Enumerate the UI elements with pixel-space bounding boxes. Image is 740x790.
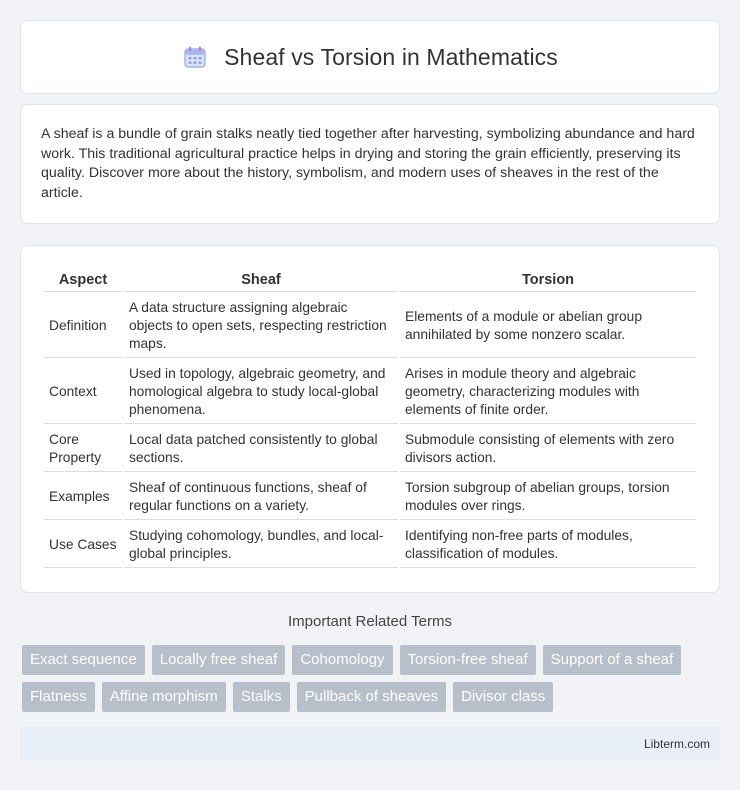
row-torsion: Submodule consisting of elements with zero divisors action. bbox=[400, 426, 696, 472]
row-sheaf: Local data patched consistently to global sections. bbox=[124, 426, 398, 472]
related-terms-title: Important Related Terms bbox=[288, 613, 452, 630]
table-row bbox=[44, 360, 696, 424]
row-torsion: Elements of a module or abelian group annihilated by some nonzero scalar. bbox=[400, 294, 696, 358]
comparison-table bbox=[42, 266, 698, 570]
term-tag[interactable]: Locally free sheaf bbox=[152, 645, 286, 675]
table-row bbox=[44, 474, 696, 520]
term-tag[interactable]: Torsion-free sheaf bbox=[400, 645, 536, 675]
table-row bbox=[44, 522, 696, 568]
term-tag[interactable]: Affine morphism bbox=[102, 682, 226, 712]
header-card bbox=[20, 20, 720, 94]
table-row bbox=[44, 294, 696, 358]
table-row bbox=[44, 426, 696, 472]
footer-site-link[interactable]: Libterm.com bbox=[643, 736, 710, 751]
row-aspect: Use Cases bbox=[44, 522, 122, 568]
footer bbox=[20, 727, 720, 760]
term-tag[interactable]: Flatness bbox=[22, 682, 95, 712]
calendar-icon bbox=[182, 44, 208, 70]
intro-card bbox=[20, 104, 720, 224]
row-sheaf: Used in topology, algebraic geometry, and homological algebra to study local-global phenomena. bbox=[124, 360, 398, 424]
row-sheaf: Studying cohomology, bundles, and local-global principles. bbox=[124, 522, 398, 568]
row-aspect: Definition bbox=[44, 294, 122, 358]
comparison-table-card bbox=[20, 245, 720, 593]
term-tag[interactable]: Pullback of sheaves bbox=[297, 682, 446, 712]
intro-text: A sheaf is a bundle of grain stalks neatly tied together after harvesting, symbolizing abundance and hard work. This traditional agricultural practice helps in drying and storing the grain efficiently, preserving its quality. Discover more about the history, symbolism, and modern uses of sheaves in the rest of the article. bbox=[41, 126, 695, 201]
row-sheaf: A data structure assigning algebraic objects to open sets, respecting restriction maps. bbox=[124, 294, 398, 358]
header-torsion: Torsion bbox=[400, 268, 696, 292]
term-tag[interactable]: Cohomology bbox=[292, 645, 392, 675]
term-tag[interactable]: Exact sequence bbox=[22, 645, 145, 675]
row-sheaf: Sheaf of continuous functions, sheaf of regular functions on a variety. bbox=[124, 474, 398, 520]
header-sheaf: Sheaf bbox=[124, 268, 398, 292]
term-tag[interactable]: Divisor class bbox=[453, 682, 553, 712]
title-wrap bbox=[182, 44, 558, 71]
row-aspect: Core Property bbox=[44, 426, 122, 472]
term-tag[interactable]: Stalks bbox=[233, 682, 290, 712]
row-aspect: Examples bbox=[44, 474, 122, 520]
row-torsion: Arises in module theory and algebraic geometry, characterizing modules with elements of finite order. bbox=[400, 360, 696, 424]
table-header-row bbox=[44, 268, 696, 292]
row-aspect: Context bbox=[44, 360, 122, 424]
term-tag[interactable]: Support of a sheaf bbox=[543, 645, 682, 675]
related-terms-list bbox=[22, 645, 722, 712]
row-torsion: Identifying non-free parts of modules, classification of modules. bbox=[400, 522, 696, 568]
header-aspect: Aspect bbox=[44, 268, 122, 292]
page-title: Sheaf vs Torsion in Mathematics bbox=[224, 43, 558, 70]
row-torsion: Torsion subgroup of abelian groups, torsion modules over rings. bbox=[400, 474, 696, 520]
